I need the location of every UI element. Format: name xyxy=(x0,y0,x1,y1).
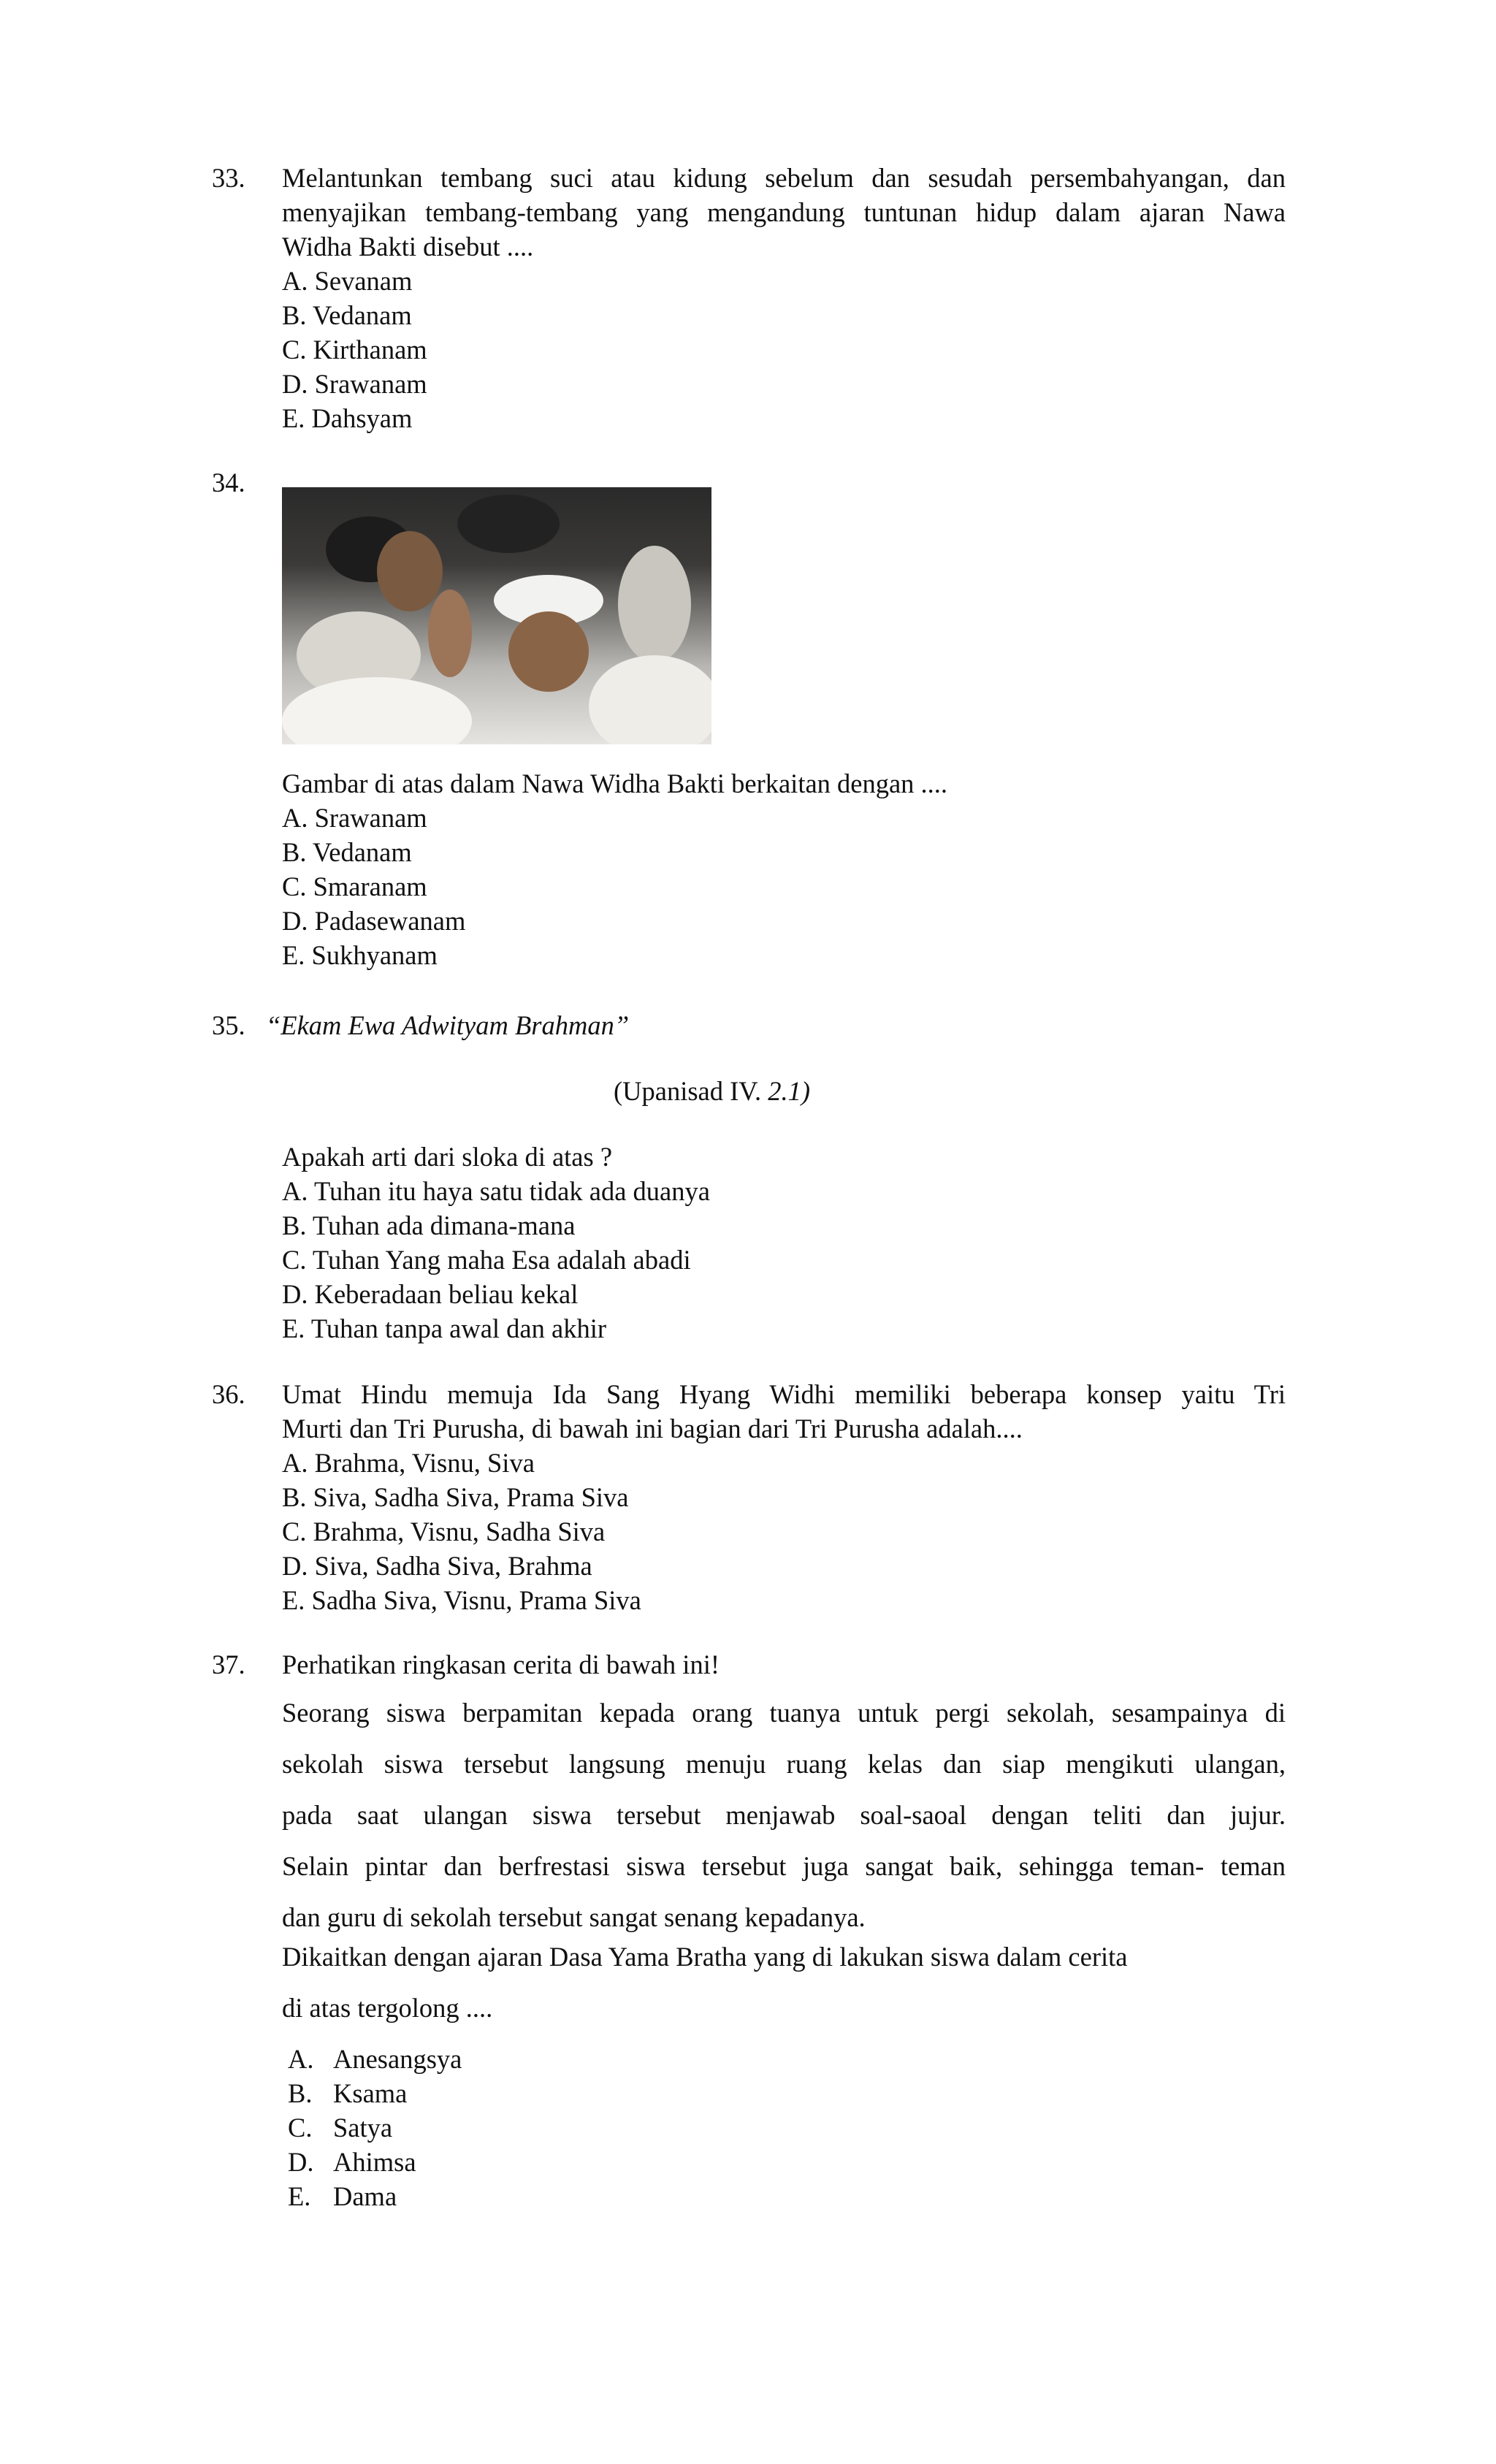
option-letter: B. xyxy=(288,2078,313,2108)
story-line: sekolah siswa tersebut langsung menuju ruang kelas dan siap mengikuti ulangan, xyxy=(282,1749,1286,1779)
option-e: E. Tuhan tanpa awal dan akhir xyxy=(282,1313,606,1343)
option-text: Ahimsa xyxy=(333,2147,416,2177)
option-d xyxy=(288,2145,1286,2179)
question-stem-line: di atas tergolong .... xyxy=(282,1993,493,2023)
option-text: Dama xyxy=(333,2181,397,2211)
sloka-source xyxy=(614,1074,810,1108)
option-d: D. Siva, Sadha Siva, Brahma xyxy=(282,1551,592,1581)
option-c: C. Smaranam xyxy=(282,871,427,901)
question-number: 34. xyxy=(212,468,245,497)
option-b: B. Vedanam xyxy=(282,837,412,867)
story-line: Seorang siswa berpamitan kepada orang tuanya untuk pergi sekolah, sesampainya di xyxy=(282,1698,1286,1728)
option-text: Ksama xyxy=(333,2078,408,2108)
option-a: A. Sevanam xyxy=(282,266,413,296)
question-stem-line: Widha Bakti disebut .... xyxy=(282,232,534,262)
question-body xyxy=(282,1377,1286,1617)
question-stem: Gambar di atas dalam Nawa Widha Bakti berkaitan dengan .... xyxy=(282,768,948,798)
options-list xyxy=(282,1174,1286,1346)
option-e: E. Dahsyam xyxy=(282,403,413,433)
question-stem-line: Dikaitkan dengan ajaran Dasa Yama Bratha yang di lakukan siswa dalam cerita xyxy=(282,1942,1128,1972)
question-body xyxy=(282,1647,1286,2213)
option-b: B. Siva, Sadha Siva, Prama Siva xyxy=(282,1482,629,1512)
option-d: D. Srawanam xyxy=(282,369,427,399)
options-list xyxy=(282,1446,1286,1617)
source-reference: 2.1) xyxy=(768,1076,810,1106)
option-letter: C. xyxy=(288,2113,313,2143)
prayer-photo xyxy=(282,487,711,744)
question-number: 35. xyxy=(212,1010,245,1040)
option-a xyxy=(288,2042,1286,2076)
story-intro: Perhatikan ringkasan cerita di bawah ini! xyxy=(282,1649,720,1679)
option-e: E. Sukhyanam xyxy=(282,940,438,970)
question-number: 33. xyxy=(212,163,245,193)
option-a: A. Srawanam xyxy=(282,803,427,833)
option-b: B. Tuhan ada dimana-mana xyxy=(282,1210,576,1240)
option-letter: A. xyxy=(288,2044,314,2074)
option-a: A. Tuhan itu haya satu tidak ada duanya xyxy=(282,1176,710,1206)
option-letter: E. xyxy=(288,2181,311,2211)
options-list xyxy=(282,264,1286,435)
question-body xyxy=(282,487,1286,972)
question-body xyxy=(266,1008,1270,1042)
story-text xyxy=(282,1696,1286,1939)
story-line: pada saat ulangan siswa tersebut menjawab soal-saoal dengan teliti dan jujur. xyxy=(282,1800,1286,1830)
story-line: Selain pintar dan berfrestasi siswa tersebut juga sangat baik, sehingga teman- teman xyxy=(282,1851,1286,1881)
option-text: Satya xyxy=(333,2113,393,2143)
sloka-quote: “Ekam Ewa Adwityam Brahman” xyxy=(266,1010,630,1040)
question-stem: Apakah arti dari sloka di atas ? xyxy=(282,1142,613,1172)
option-c xyxy=(288,2110,1286,2145)
options-list xyxy=(288,2042,1286,2213)
options-list xyxy=(282,801,1286,972)
question-stem-line: Melantunkan tembang suci atau kidung sebelum dan sesudah persembahyangan, dan xyxy=(282,163,1286,193)
question-body xyxy=(282,161,1286,435)
option-d: D. Padasewanam xyxy=(282,906,466,936)
option-e: E. Sadha Siva, Visnu, Prama Siva xyxy=(282,1585,641,1615)
question-body-lower xyxy=(282,1140,1286,1346)
question-number: 36. xyxy=(212,1379,245,1409)
option-text: Anesangsya xyxy=(333,2044,462,2074)
option-a: A. Brahma, Visnu, Siva xyxy=(282,1448,535,1478)
question-stem-line: menyajikan tembang-tembang yang mengandung tuntunan hidup dalam ajaran Nawa xyxy=(282,197,1286,227)
question-stem-line: Murti dan Tri Purusha, di bawah ini bagian dari Tri Purusha adalah.... xyxy=(282,1414,1023,1443)
question-stem-line: Umat Hindu memuja Ida Sang Hyang Widhi memiliki beberapa konsep yaitu Tri xyxy=(282,1379,1286,1409)
option-c: C. Brahma, Visnu, Sadha Siva xyxy=(282,1517,606,1546)
story-line: dan guru di sekolah tersebut sangat senang kepadanya. xyxy=(282,1902,866,1932)
option-c: C. Kirthanam xyxy=(282,335,427,365)
option-b xyxy=(288,2076,1286,2110)
option-c: C. Tuhan Yang maha Esa adalah abadi xyxy=(282,1245,691,1275)
option-e xyxy=(288,2179,1286,2213)
option-d: D. Keberadaan beliau kekal xyxy=(282,1279,579,1309)
question-number: 37. xyxy=(212,1649,245,1679)
source-prefix: (Upanisad IV. xyxy=(614,1076,762,1106)
option-b: B. Vedanam xyxy=(282,300,412,330)
option-letter: D. xyxy=(288,2147,314,2177)
